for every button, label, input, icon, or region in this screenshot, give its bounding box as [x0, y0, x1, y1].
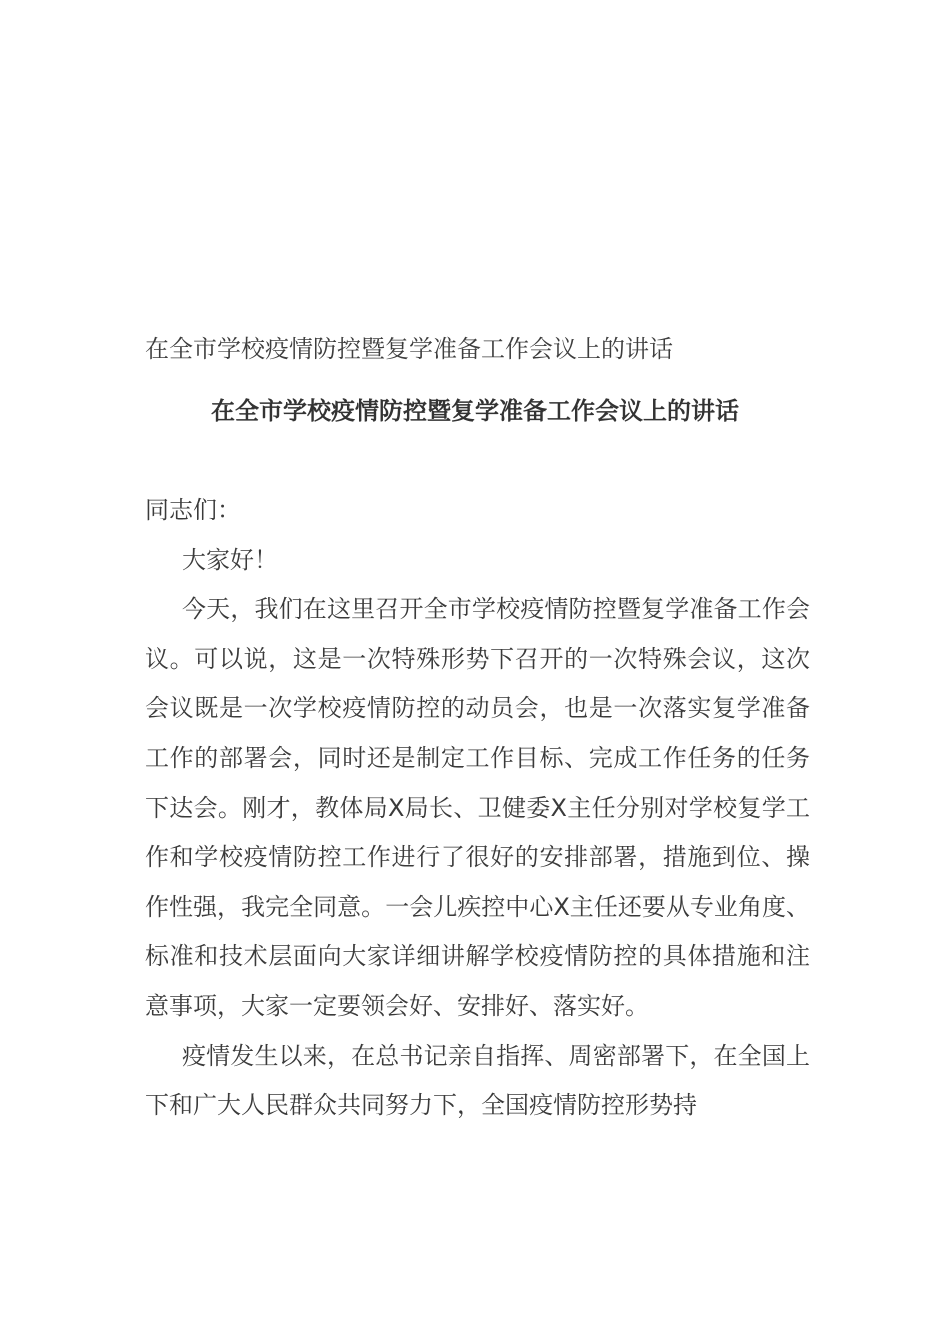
salutation: 同志们： [145, 496, 241, 524]
greeting: 大家好！ [182, 545, 278, 574]
document-heading: 在全市学校疫情防控暨复学准备工作会议上的讲话 [145, 335, 673, 363]
paragraph-1: 今天，我们在这里召开全市学校疫情防控暨复学准备工作会议。可以说，这是一次特殊形势下召开的一次特殊会议，这次会议既是一次学校疫情防控的动员会，也是一次落实复学准备工作的部署会，同时还是制定工作目标、完成工作任务的任务下达会。刚才，教体局X局长、卫健委X主任分别对学校复学工作和学校疫情防控工作进行了很好的安排部署，措施到位、操作性强，我完全同意。一会儿疾控中心X主任还要从专业角度、标准和技术层面向大家详细讲解学校疫情防控的具体措施和注意事项，大家一定要领会好、安排好、落实好。 [145, 595, 810, 1020]
document-body [145, 486, 810, 1131]
paragraph-2: 疫情发生以来，在总书记亲自指挥、周密部署下，在全国上下和广大人民群众共同努力下，全国疫情防控形势持 [145, 1041, 810, 1120]
document-title: 在全市学校疫情防控暨复学准备工作会议上的讲话 [211, 397, 739, 425]
